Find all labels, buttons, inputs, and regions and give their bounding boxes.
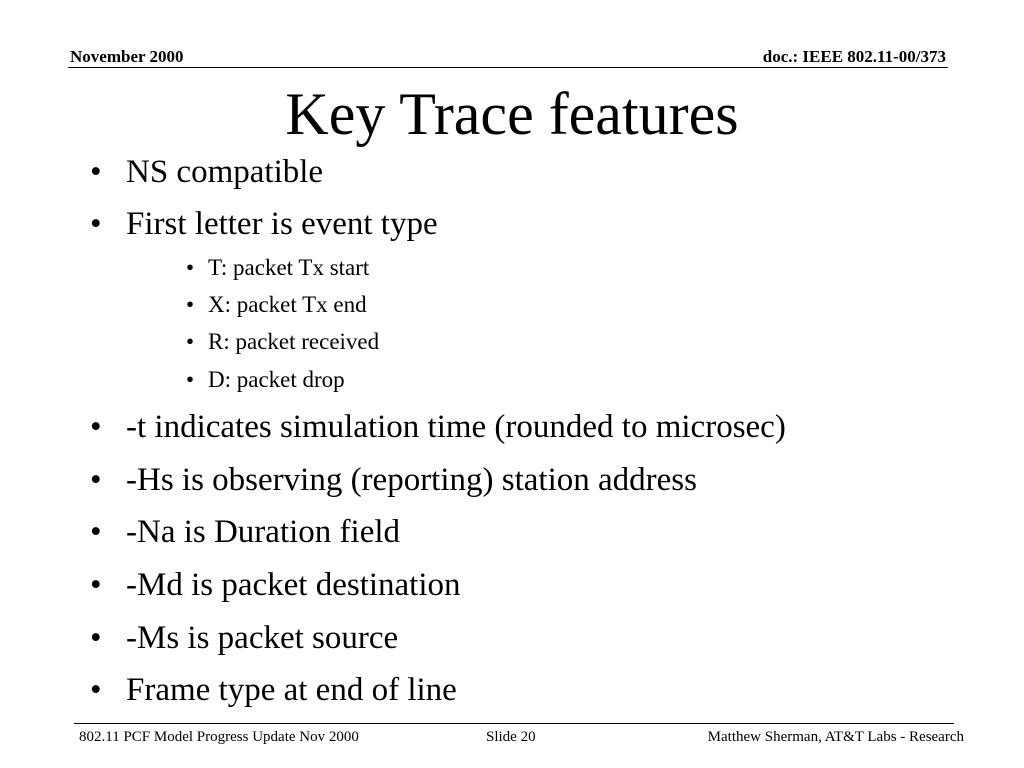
bullet-dot: • bbox=[186, 292, 195, 317]
bullet-dot: • bbox=[90, 154, 102, 190]
bullet-text: Frame type at end of line bbox=[126, 672, 457, 708]
bullet-text: D: packet drop bbox=[208, 367, 345, 392]
footer-divider bbox=[74, 723, 954, 724]
bullet-item bbox=[90, 513, 400, 551]
bullet-item bbox=[90, 619, 398, 657]
bullet-dot: • bbox=[186, 255, 195, 280]
footer-presentation-title: 802.11 PCF Model Progress Update Nov 2000 bbox=[79, 729, 359, 745]
bullet-dot: • bbox=[90, 620, 102, 656]
bullet-text: -Md is packet destination bbox=[126, 567, 461, 603]
bullet-item bbox=[90, 205, 438, 243]
bullet-item bbox=[90, 566, 461, 604]
bullet-text: NS compatible bbox=[126, 154, 324, 190]
bullet-text: T: packet Tx start bbox=[208, 255, 370, 280]
bullet-dot: • bbox=[90, 567, 102, 603]
bullet-item bbox=[90, 671, 457, 709]
header-doc-id: doc.: IEEE 802.11-00/373 bbox=[762, 47, 946, 66]
footer-author: Matthew Sherman, AT&T Labs - Research bbox=[707, 729, 964, 745]
bullet-dot: • bbox=[186, 329, 195, 354]
header-date: November 2000 bbox=[70, 47, 184, 66]
sub-bullet-item bbox=[186, 366, 345, 394]
bullet-dot: • bbox=[90, 672, 102, 708]
bullet-dot: • bbox=[90, 462, 102, 498]
bullet-text: First letter is event type bbox=[126, 206, 438, 242]
footer-slide-number: Slide 20 bbox=[486, 729, 536, 745]
bullet-dot: • bbox=[186, 367, 195, 392]
bullet-text: X: packet Tx end bbox=[208, 292, 367, 317]
bullet-text: R: packet received bbox=[208, 329, 380, 354]
bullet-text: -t indicates simulation time (rounded to microsec) bbox=[126, 409, 786, 445]
bullet-text: -Na is Duration field bbox=[126, 514, 401, 550]
bullet-item bbox=[90, 408, 786, 446]
bullet-item bbox=[90, 461, 697, 499]
bullet-item bbox=[90, 153, 323, 191]
bullet-dot: • bbox=[90, 206, 102, 242]
sub-bullet-item bbox=[186, 291, 367, 319]
bullet-text: -Ms is packet source bbox=[126, 620, 399, 656]
bullet-dot: • bbox=[90, 409, 102, 445]
bullet-dot: • bbox=[90, 514, 102, 550]
sub-bullet-item bbox=[186, 254, 369, 282]
bullet-text: -Hs is observing (reporting) station address bbox=[126, 462, 697, 498]
sub-bullet-item bbox=[186, 328, 379, 356]
slide-title: Key Trace features bbox=[285, 81, 739, 147]
